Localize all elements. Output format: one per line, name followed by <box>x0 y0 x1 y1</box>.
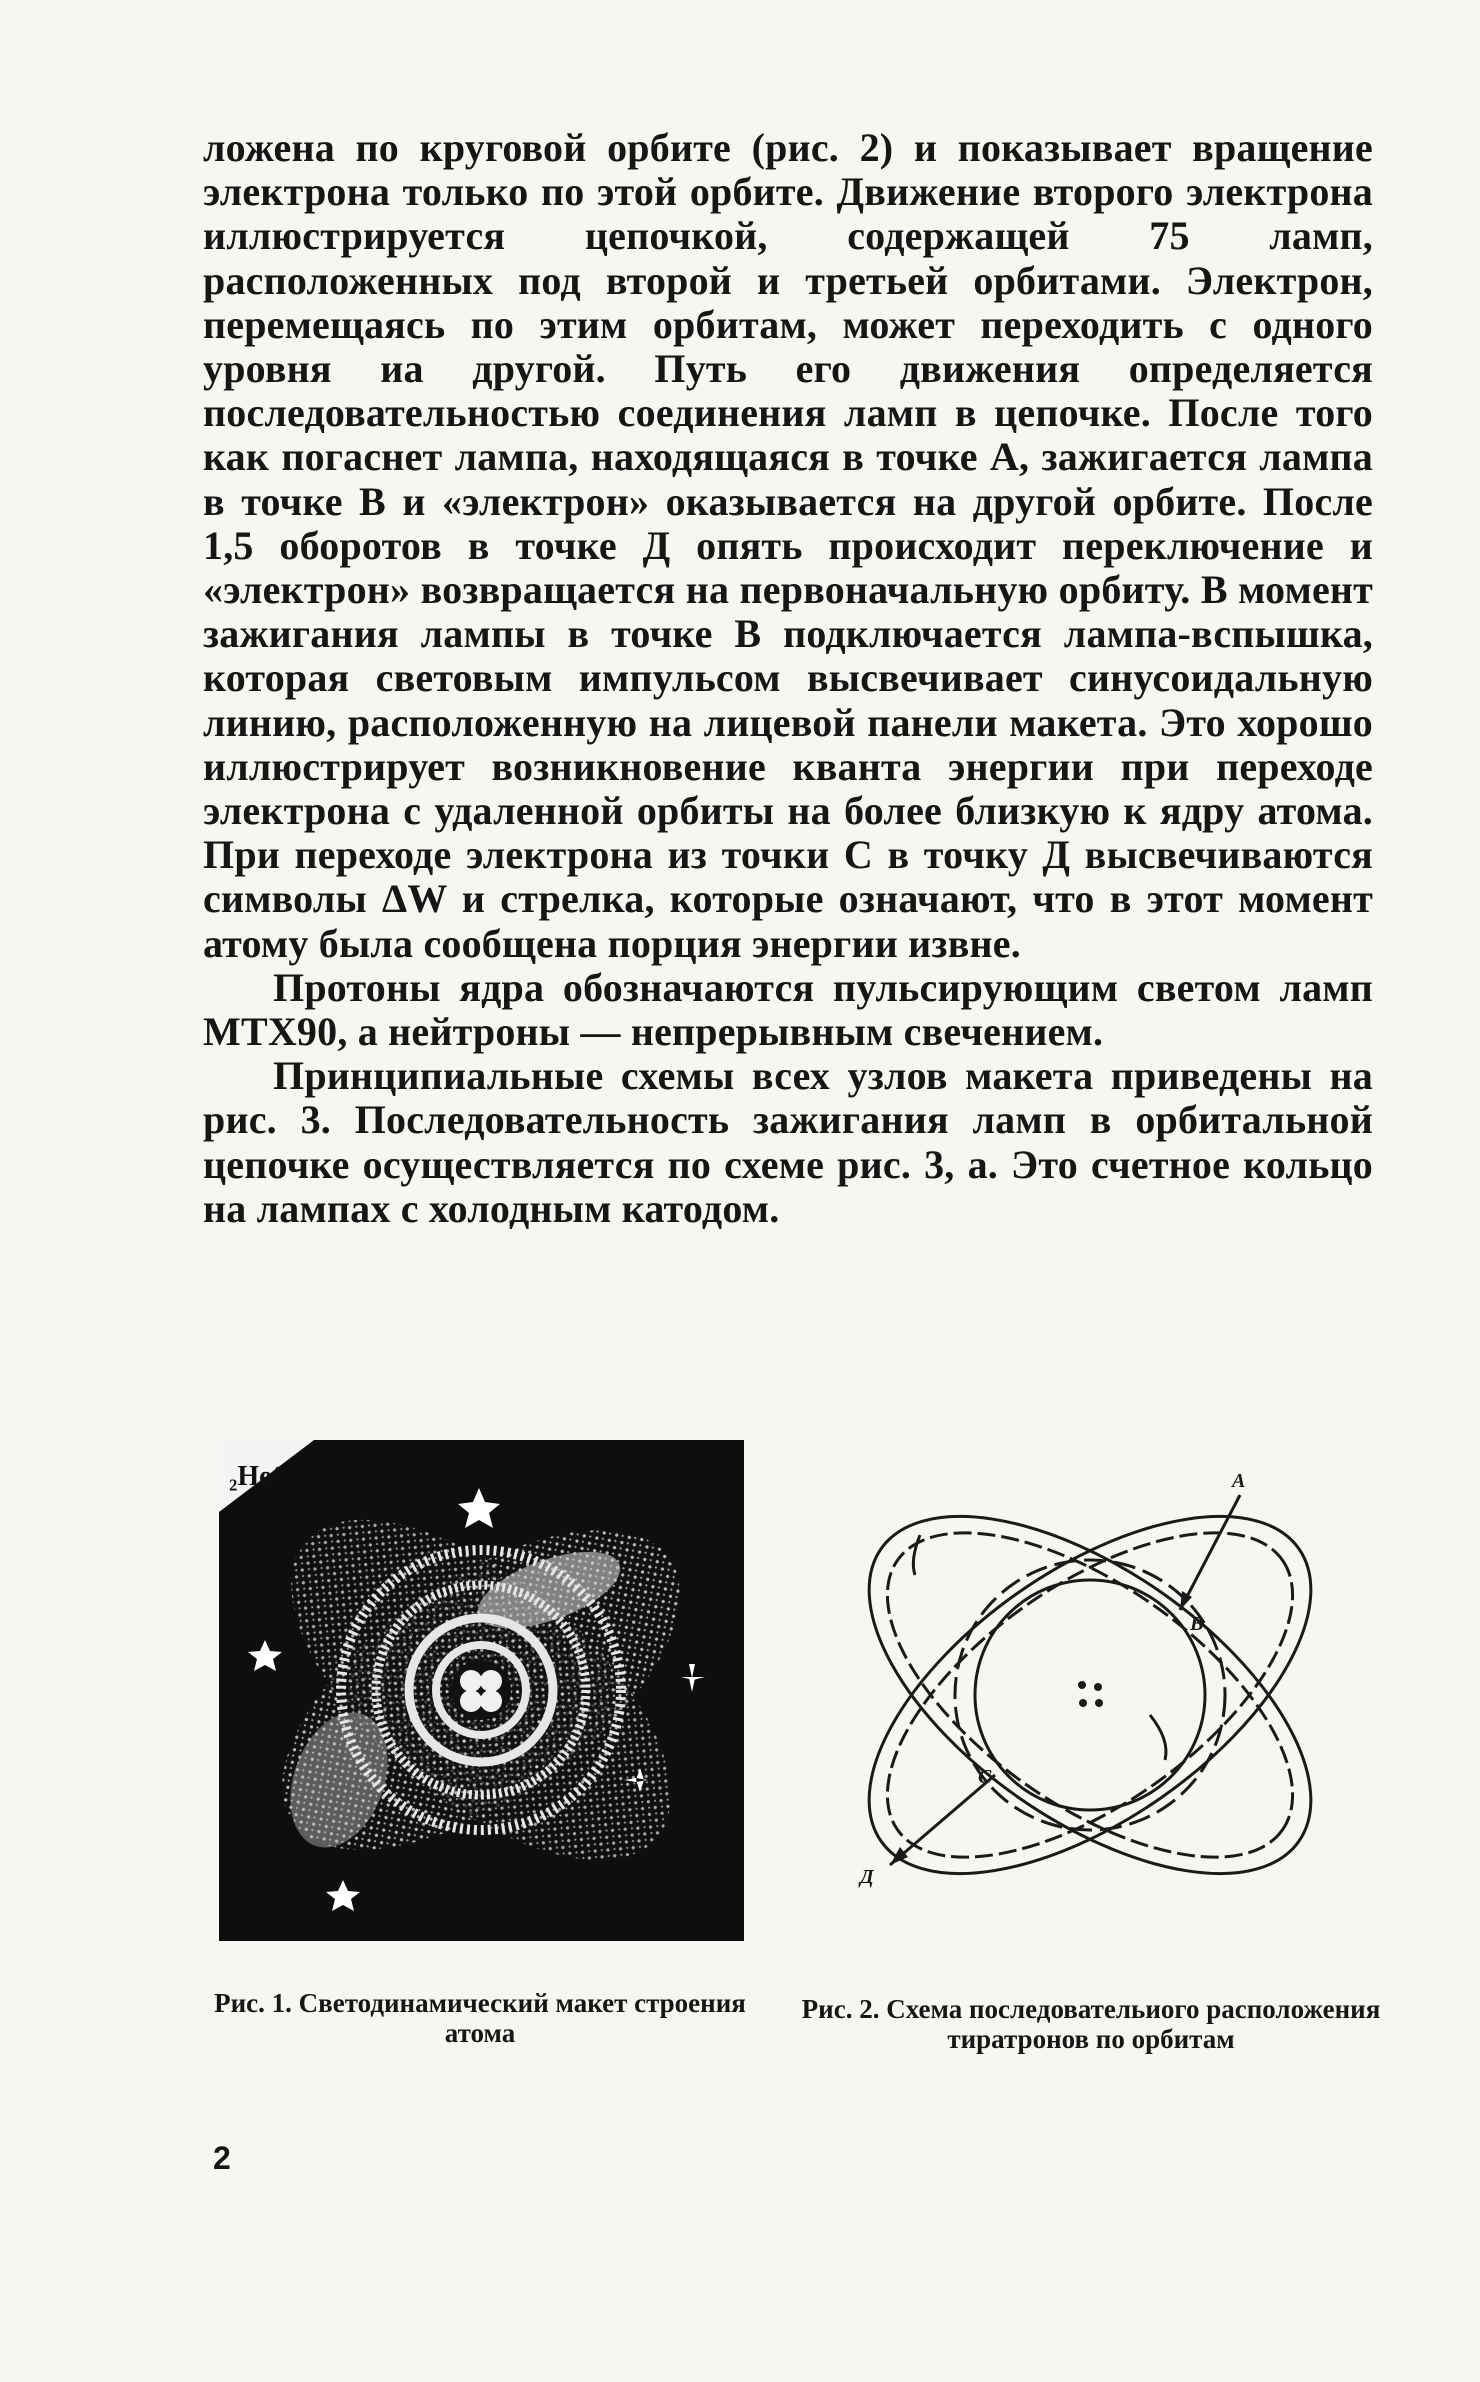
direction-arrow-1 <box>913 1535 920 1575</box>
figure-1-caption-label: Рис. 1. <box>214 1988 292 2018</box>
paragraph-1: ложена по круговой орбите (рис. 2) и показывает вращение электрона только по этой орбите. Движение второго электрона иллюстрируется цепочкой, содержащей 75 ламп, расположенных под второй и третьей орбитами. Электрон, перемещаясь по этим орбитам, может переходить с одного уровня иа другой. Путь его движения определяется последовательностью соединения ламп в цепочке. После того как погаснет лампа, находящаяся в точке А, зажигается лампа в точке В и «электрон» оказывается на другой орбите. После 1,5 оборотов в точке Д опять происходит переключение и «электрон» возвращается на первоначальную орбиту. В момент зажигания лампы в точке В подключается лампа-вспышка, которая световым импульсом высвечивает синусоидальную линию, расположенную на лицевой панели макета. Это хорошо иллюстрирует возникновение кванта энергии при переходе электрона с удаленной орбиты на более близкую к ядру атома. При переходе электрона из точки С в точку Д высвечиваются символы ΔW и стрелка, которые означают, что в этот момент атому была сообщена порция энергии извне. <box>203 125 1373 966</box>
point-a-label: А <box>1232 1470 1246 1492</box>
figure-2-orbit-schematic <box>820 1445 1360 1945</box>
inner-orbit <box>975 1580 1205 1810</box>
point-b-label: В <box>1190 1613 1204 1635</box>
figure-2-caption <box>796 1994 1386 2054</box>
point-c-label: С <box>978 1766 992 1788</box>
element-label: ₂He⁴ <box>229 1461 280 1492</box>
figure-1-atom-model-photo <box>219 1440 744 1941</box>
paragraph-3: Принципиальные схемы всех узлов макета приведены на рис. 3. Последовательность зажигания ламп в орбитальной цепочке осуществляется по схеме рис. 3, а. Это счетное кольцо на лампах с холодным катодом. <box>203 1053 1373 1231</box>
body-text <box>203 126 1373 1231</box>
figure-1-caption <box>210 1988 750 2048</box>
outer-orbit-2 <box>820 1446 1360 1943</box>
arrow-a-b <box>1180 1495 1240 1610</box>
arrow-c-d <box>890 1775 995 1865</box>
figure-1-caption-text: Светодинамический макет строения атома <box>298 1988 746 2048</box>
direction-arrow-2 <box>1150 1715 1166 1760</box>
outer-orbit-1 <box>820 1446 1360 1943</box>
figure-2-caption-text: Схема последовательиого расположения тиратронов по орбитам <box>886 1994 1381 2054</box>
point-d-label: Д <box>860 1866 874 1888</box>
nucleus <box>451 1660 511 1720</box>
paragraph-2: Протоны ядра обозначаются пульсирующим светом ламп МТХ90, а нейтроны — непрерывным свечением. <box>203 964 1373 1055</box>
figure-2-caption-label: Рис. 2. <box>801 1994 880 2024</box>
page-number: 2 <box>213 2140 231 2176</box>
